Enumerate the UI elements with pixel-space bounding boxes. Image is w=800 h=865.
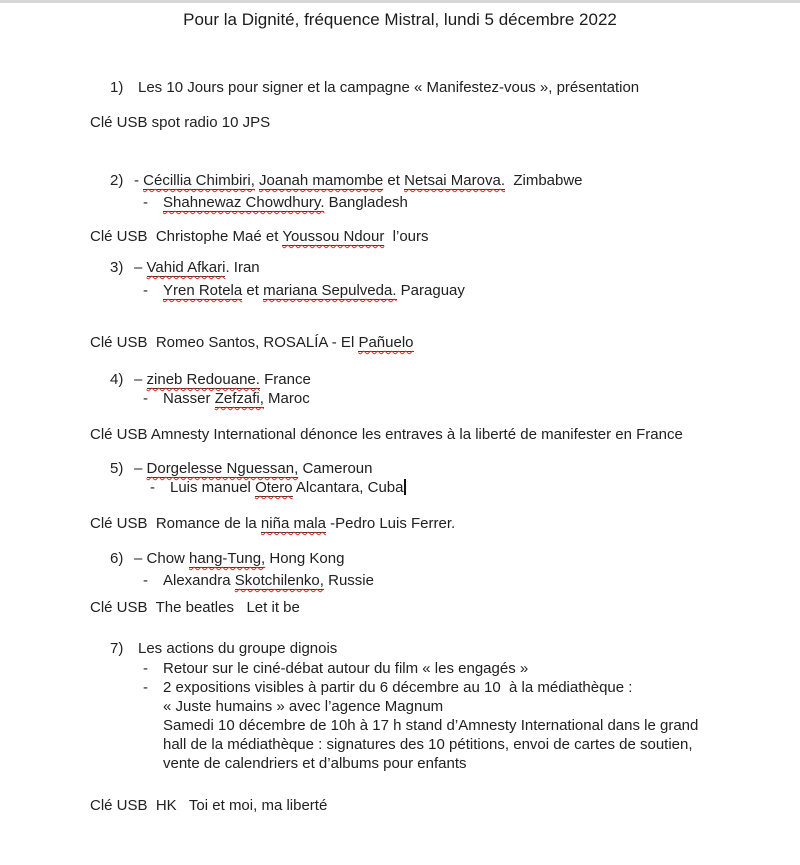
item-number: 1) [110,79,124,96]
list-item-5-line-2[interactable] [150,478,406,498]
cle-usb-text: Clé USB spot radio 10 JPS [90,114,271,131]
item-text: Les actions du groupe dignois [138,640,338,657]
flagged-name: Skotchilenko, [234,572,324,589]
item-text: Les 10 Jours pour signer et la campagne « Manifestez-vous », présentation [138,79,640,96]
list-item-7[interactable] [110,639,337,659]
flagged-name: Otero [255,479,293,496]
cle-usb-line-3[interactable] [90,333,414,353]
list-item-5-line-1[interactable] [110,459,372,479]
cle-usb-text: -Pedro Luis Ferrer. [325,515,456,532]
list-dash: – [134,460,147,477]
item-text: Chow [146,550,190,567]
flagged-name: Shahnewaz Chowdhury. [163,194,325,211]
flagged-name: niña mala [260,515,326,532]
text-cursor [404,479,406,495]
list-item-3-line-2[interactable] [143,281,465,301]
item-text: 2 expositions visibles à partir du 6 décembre au 10 à la médiathèque : [163,679,633,696]
list-item-7-sub-1[interactable] [143,659,528,679]
item-text: Russie [323,572,374,589]
flagged-name: Yren Rotela [163,282,243,299]
item-text: Maroc [263,390,310,407]
list-item-7-sub-3[interactable] [163,697,443,717]
list-item-7-sub-6[interactable] [163,754,467,774]
list-dash: – [134,550,147,567]
list-dash: - [143,194,148,211]
list-item-4-line-2[interactable] [143,389,310,409]
page-title: Pour la Dignité, fréquence Mistral, lundi 5 décembre 2022 [183,10,617,29]
cle-usb-line-2[interactable] [90,227,429,247]
list-dash: – [134,259,147,276]
flagged-name: Joanah mamombe [259,172,384,189]
flagged-name: Netsai Marova. [404,172,505,189]
list-item-2-line-2[interactable] [143,193,408,213]
list-dash: - [143,660,148,677]
flagged-name: Vahid Afkari [146,259,226,276]
list-item-6-line-1[interactable] [110,549,344,569]
cle-usb-text: l’ours [384,228,429,245]
item-text: Zimbabwe [505,172,583,189]
item-number: 7) [110,640,124,657]
flagged-name: hang-Tung, [189,550,266,567]
item-text: Alexandra [163,572,235,589]
list-item-7-sub-4[interactable] [163,716,698,736]
flagged-name: mariana Sepulveda. [263,282,397,299]
item-text: Retour sur le ciné-débat autour du film « les engagés » [163,660,529,677]
cle-usb-text: Clé USB The beatles Let it be [90,599,300,616]
item-number: 6) [110,550,124,567]
item-number: 4) [110,371,124,388]
item-text: et [242,282,264,299]
flagged-name: Youssou Ndour [282,228,385,245]
item-number: 5) [110,460,124,477]
item-number: 3) [110,259,124,276]
item-text: Nasser [163,390,215,407]
list-item-7-sub-2[interactable] [143,678,632,698]
item-text: Luis manuel [170,479,256,496]
flagged-name: Pañuelo [358,334,414,351]
list-item-6-line-2[interactable] [143,571,374,591]
item-text: Samedi 10 décembre de 10h à 17 h stand d’Amnesty International dans le grand [163,717,699,734]
cle-usb-text: Clé USB Romance de la [90,515,261,532]
item-text: Paraguay [396,282,465,299]
cle-usb-line-7[interactable] [90,796,327,816]
list-item-1[interactable] [110,78,639,98]
item-text: vente de calendriers et d’albums pour enfants [163,755,467,772]
flagged-name: Dorgelesse Nguessan, [146,460,299,477]
list-dash: - [143,390,148,407]
item-number: 2) [110,172,124,189]
item-text: Alcantara, Cuba [292,479,404,496]
window-top-border [0,0,800,3]
list-item-7-sub-5[interactable] [163,735,693,755]
item-text: Cameroun [298,460,373,477]
cle-usb-text: Clé USB Romeo Santos, ROSALÍA - El [90,334,359,351]
list-dash: - [143,282,148,299]
item-text: Bangladesh [324,194,408,211]
item-text: . Iran [225,259,260,276]
item-text: hall de la médiathèque : signatures des 10 pétitions, envoi de cartes de soutien, [163,736,693,753]
cle-usb-line-6[interactable] [90,598,300,618]
list-item-3-line-1[interactable] [110,258,260,278]
cle-usb-text: Clé USB Amnesty International dénonce les entraves à la liberté de manifester en France [90,426,683,443]
list-dash: - [143,679,148,696]
cle-usb-line-1[interactable] [90,113,270,133]
list-dash: - [134,172,144,189]
list-dash: - [143,572,148,589]
cle-usb-line-4[interactable] [90,425,683,445]
cle-usb-line-5[interactable] [90,514,455,534]
list-item-4-line-1[interactable] [110,370,311,390]
flagged-name: Cécillia Chimbiri, [143,172,255,189]
cle-usb-text: Clé USB HK Toi et moi, ma liberté [90,797,328,814]
item-text: Hong Kong [265,550,345,567]
flagged-name: zineb Redouane. [146,371,260,388]
cle-usb-text: Clé USB Christophe Maé et [90,228,283,245]
item-text: « Juste humains » avec l’agence Magnum [163,698,444,715]
list-item-2-line-1[interactable] [110,171,583,191]
item-text: France [259,371,311,388]
list-dash: - [150,479,155,496]
list-dash: – [134,371,147,388]
item-text: et [383,172,405,189]
flagged-name: Zefzafi, [214,390,264,407]
